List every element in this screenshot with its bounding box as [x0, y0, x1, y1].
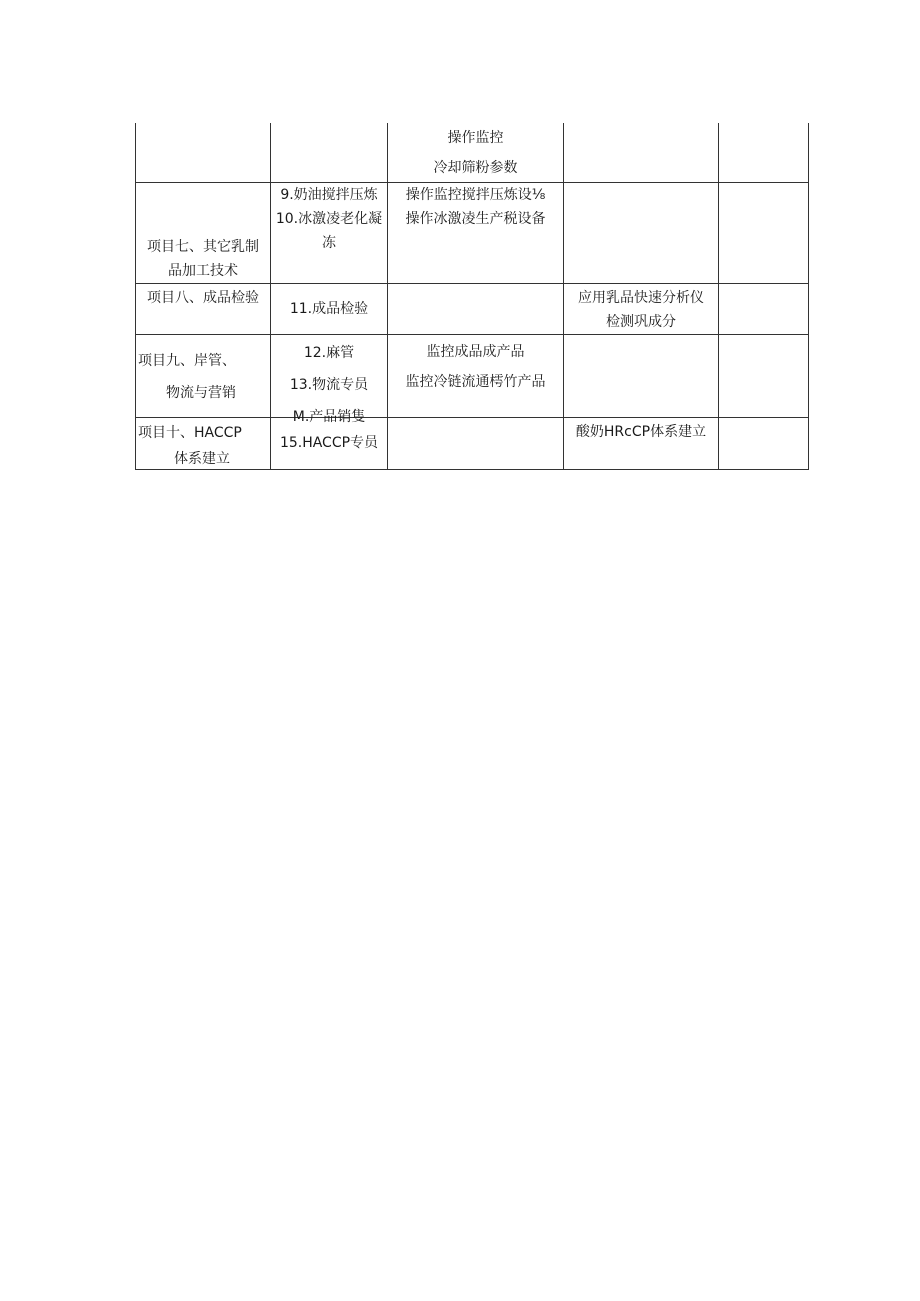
skill-cell-b [564, 417, 719, 469]
skill-line: 操作监控 [447, 130, 504, 146]
task-line: 9.奶油搅拌压炼 [280, 186, 378, 203]
skill-line: 操作冰激凌生产税设备 [405, 210, 546, 227]
note-cell [719, 334, 809, 417]
table-row [136, 283, 809, 334]
project-title-line: 物流与营销 [166, 384, 236, 401]
project-cell [136, 123, 271, 182]
task-line: 10.冰激凌老化凝 [275, 210, 383, 227]
project-title-line: 品加工技术 [168, 262, 238, 279]
task-cell [271, 334, 388, 425]
skill-line: 检测巩成分 [606, 313, 676, 330]
task-line: 11.成品检验 [289, 300, 369, 317]
skill-cell [388, 123, 564, 182]
skill-cell-b [564, 123, 719, 182]
project-title-line: 项目八、成品检验 [147, 289, 259, 306]
table-row [136, 417, 809, 469]
task-line: 12.麻管 [303, 344, 355, 361]
task-line: 15.HACCP专员 [279, 435, 379, 451]
skill-cell-b [564, 182, 719, 283]
skill-line: 监控成品成产品 [426, 343, 525, 360]
skill-cell-b [564, 283, 719, 334]
task-line: 13.物流专员 [289, 376, 369, 393]
note-cell [719, 182, 809, 283]
skill-line: 应用乳品快速分析仪 [578, 289, 704, 306]
document-page [135, 123, 808, 470]
task-line: 冻 [322, 234, 336, 251]
project-title-line: 项目十、HACCP [138, 424, 242, 441]
note-cell [719, 417, 809, 469]
project-title-line: 项目九、岸管、 [138, 352, 236, 369]
skill-line: 酸奶HRcCP体系建立 [575, 423, 707, 440]
project-title-line: 项目七、其它乳制 [147, 238, 259, 255]
task-cell [271, 182, 388, 283]
project-cell [136, 182, 271, 283]
table-row [136, 123, 809, 182]
skill-cell [388, 417, 564, 469]
table-row [136, 182, 809, 283]
skill-cell [388, 283, 564, 334]
skill-cell [388, 182, 564, 283]
task-line: M.产品销隻 [292, 408, 366, 425]
table-row [136, 334, 809, 417]
project-cell [136, 283, 271, 334]
project-title-line: 体系建立 [174, 450, 230, 467]
project-cell [136, 334, 271, 417]
skill-cell [388, 334, 564, 417]
project-cell [136, 417, 271, 469]
skill-line: 监控冷链流通樗竹产品 [405, 373, 546, 390]
note-cell [719, 283, 809, 334]
skill-line: 操作监控搅拌压炼设⅛ [405, 186, 546, 203]
task-cell [271, 283, 388, 334]
skill-cell-b [564, 334, 719, 417]
skill-line: 冷却筛粉参数 [433, 160, 518, 176]
task-cell [271, 123, 388, 182]
note-cell [719, 123, 809, 182]
curriculum-table [135, 123, 809, 470]
